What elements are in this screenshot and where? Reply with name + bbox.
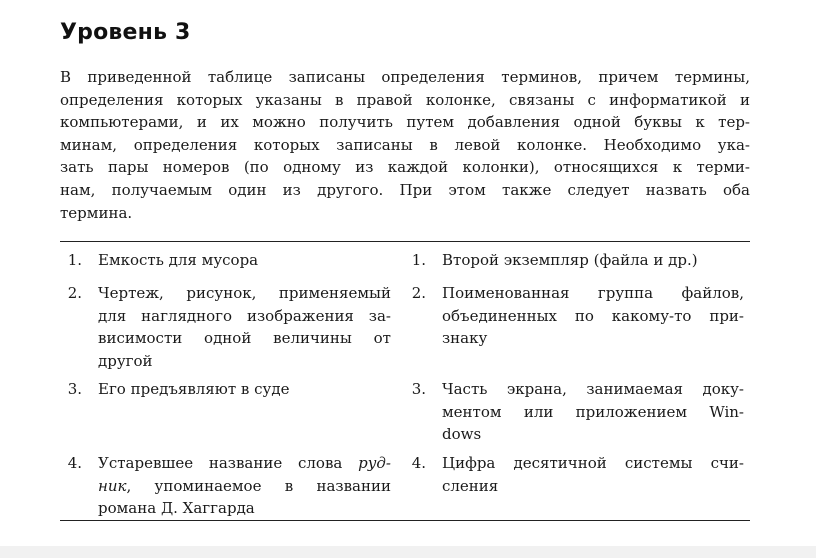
item-text: ментом или приложением Win-	[442, 402, 744, 421]
page-title: Уровень 3	[60, 20, 191, 45]
intro-line: термина.	[60, 203, 133, 222]
item-text: Емкость для мусора	[98, 251, 259, 269]
item-text: романа Д. Хаггарда	[98, 499, 255, 518]
item-text: знаку	[442, 329, 488, 348]
item-text: Часть экрана, занимаемая доку-	[442, 380, 744, 398]
item-text: Чертеж, рисунок, применяемый	[98, 284, 391, 302]
intro-line: компьютерами, и их можно получить путем добавления одной буквы к тер-	[60, 113, 750, 132]
item-number: 3.	[411, 380, 426, 398]
item-number: 4.	[411, 454, 426, 472]
item-number: 1.	[67, 251, 82, 269]
item-number: 4.	[67, 454, 82, 472]
item-text: висимости одной величины от	[98, 329, 391, 348]
item-text: объединенных по какому-то при-	[442, 306, 744, 325]
item-text-part: , упоминаемое в названии	[126, 476, 391, 495]
item-text-italic: руд-	[358, 454, 391, 472]
item-text: сления	[442, 476, 499, 495]
item-text: dows	[442, 425, 482, 444]
item-number: 2.	[67, 284, 82, 302]
item-text	[98, 475, 391, 498]
item-text-italic: ник	[98, 476, 127, 495]
item-text: Цифра десятичной системы счи-	[442, 454, 744, 472]
item-text: другой	[98, 351, 153, 370]
item-number: 1.	[411, 251, 426, 269]
table-top-rule	[60, 241, 750, 242]
item-number: 3.	[67, 380, 82, 398]
viewer-bottom-strip	[0, 546, 816, 558]
intro-line: определения которых указаны в правой колонке, связаны с информатикой и	[60, 90, 750, 109]
item-text	[98, 452, 391, 475]
intro-line: В приведенной таблице записаны определения терминов, причем термины,	[60, 68, 750, 86]
task-description	[60, 66, 750, 224]
intro-line: минам, определения которых записаны в левой колонке. Необходимо ука-	[60, 135, 750, 154]
item-text: Поименованная группа файлов,	[442, 284, 744, 302]
item-number: 2.	[411, 284, 426, 302]
table-bottom-rule	[60, 520, 750, 521]
item-text: Его предъявляют в суде	[98, 380, 290, 398]
item-text: Второй экземпляр (файла и др.)	[442, 251, 698, 269]
item-text: для наглядного изображения за-	[98, 306, 391, 325]
intro-line: нам, получаемым один из другого. При этом также следует назвать оба	[60, 180, 750, 199]
intro-line: зать пары номеров (по одному из каждой колонки), относящихся к терми-	[60, 158, 750, 177]
item-text-part: Устаревшее название слова	[98, 454, 343, 472]
